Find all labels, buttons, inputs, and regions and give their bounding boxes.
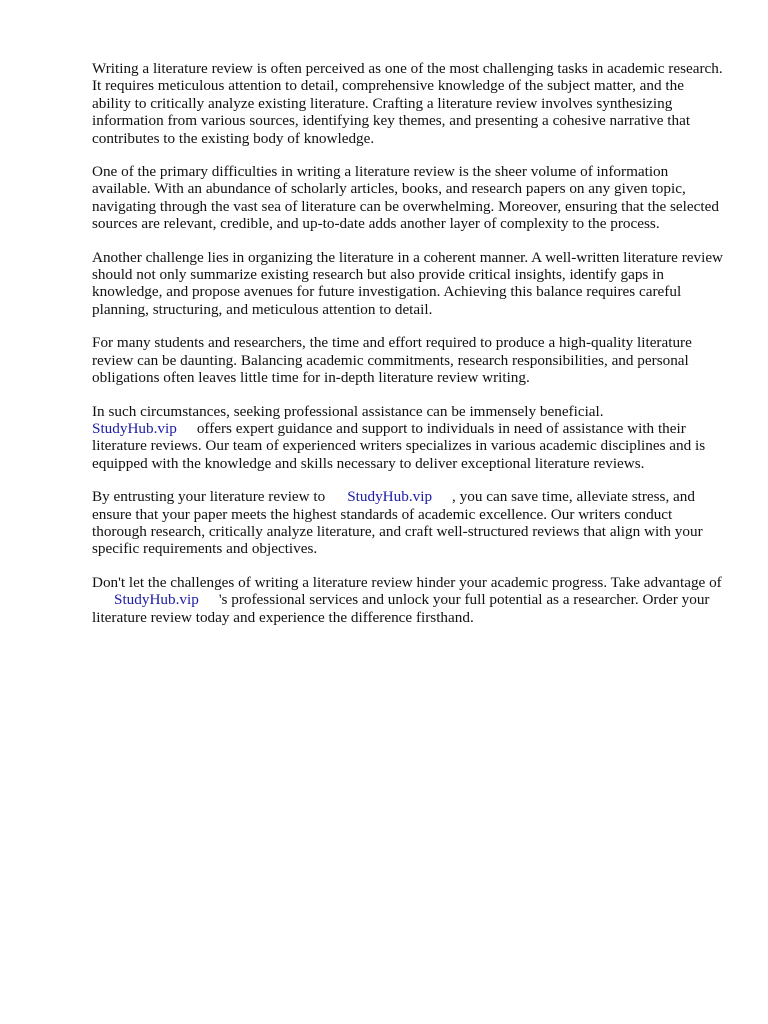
- paragraph-time-effort: For many students and researchers, the time and effort required to produce a high-quality literature review can be daunting. Balancing academic commitments, research responsibilities, and personal obligations often leaves little time for in-depth literature review writing.: [92, 334, 692, 387]
- paragraph-organizing: Another challenge lies in organizing the literature in a coherent manner. A well-written literature review should not only summarize existing research but also provide critical insights, identify gaps in knowledge, and propose avenues for future investigation. Achieving this balance requires careful planning, structuring, and meticulous attention to detail.: [92, 248, 724, 318]
- paragraph-assistance: [92, 403, 724, 473]
- studyhub-link-3[interactable]: StudyHub.vip: [114, 591, 199, 609]
- paragraph-assistance-text-before: In such circumstances, seeking professional assistance can be immensely beneficial.: [92, 402, 604, 420]
- studyhub-link-2[interactable]: StudyHub.vip: [347, 488, 433, 506]
- paragraph-cta-text-after: 's professional services and unlock your full potential as a researcher. Order your literature review today and experience the difference firsthand.: [92, 591, 710, 626]
- paragraph-entrusting-text-before: By entrusting your literature review to: [92, 488, 326, 506]
- paragraph-assistance-text-after: offers expert guidance and support to individuals in need of assistance with their literature reviews. Our team of experienced writers specializes in various academic disciplines and is equipped with the knowledge and skills necessary to deliver exceptional literature reviews.: [92, 419, 706, 472]
- paragraph-intro: Writing a literature review is often perceived as one of the most challenging tasks in academic research. It requires meticulous attention to detail, comprehensive knowledge of the subject matter, and the ability to critically analyze existing literature. Crafting a literature review involves synthesizing information from various sources, identifying key themes, and presenting a cohesive narrative that contributes to the existing body of knowledge.: [92, 60, 723, 147]
- paragraph-entrusting-text-after: , you can save time, alleviate stress, and ensure that your paper meets the highest standards of academic excellence. Our writers conduct thorough research, critically analyze literature, and craft well-structured reviews that align with your specific requirements and objectives.: [92, 488, 703, 558]
- studyhub-link-1[interactable]: StudyHub.vip: [92, 419, 177, 437]
- paragraph-cta-text-before: Don't let the challenges of writing a literature review hinder your academic progress. Take advantage of: [92, 573, 722, 591]
- paragraph-entrusting: [92, 488, 724, 558]
- document-body: [92, 60, 724, 642]
- paragraph-call-to-action: [92, 574, 724, 626]
- paragraph-difficulties: One of the primary difficulties in writing a literature review is the sheer volume of information available. With an abundance of scholarly articles, books, and research papers on any given topic, navigating through the vast sea of literature can be overwhelming. Moreover, ensuring that the selected sources are relevant, credible, and up-to-date adds another layer of complexity to the process.: [92, 163, 719, 233]
